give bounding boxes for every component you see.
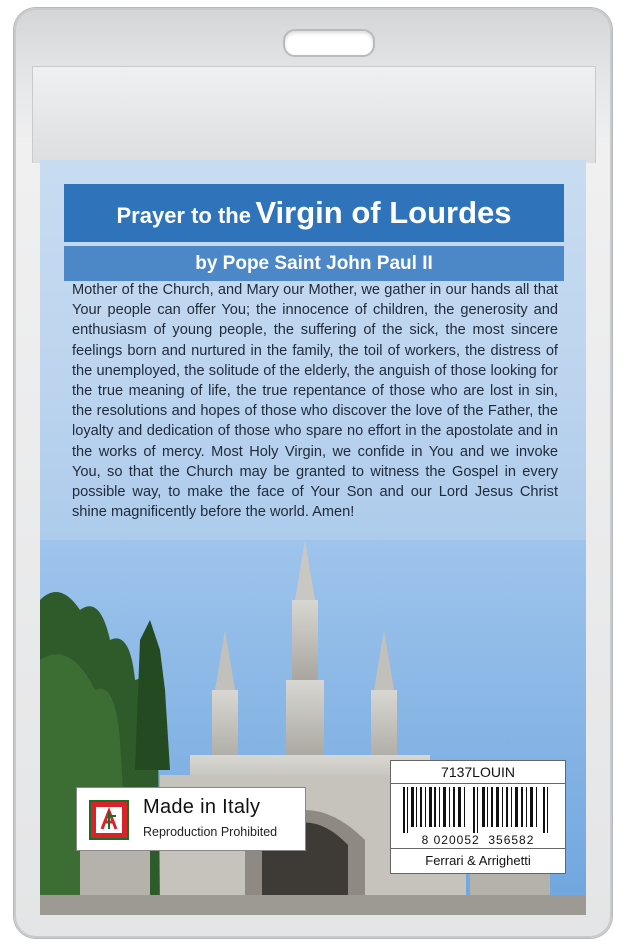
made-in-italy-label	[76, 787, 306, 851]
made-in-italy-text: Made in Italy	[143, 796, 261, 818]
logo-icon	[91, 802, 127, 838]
barcode-digits: 8 020052 356582	[421, 833, 535, 847]
barcode-icon	[403, 787, 553, 833]
hang-hole	[283, 29, 375, 57]
title-prefix: Prayer to the	[116, 203, 251, 228]
subtitle-bar	[64, 246, 564, 281]
subtitle: by Pope Saint John Paul II	[195, 253, 433, 274]
reproduction-prohibited-text: Reproduction Prohibited	[143, 825, 278, 839]
manufacturer-name: Ferrari & Arrighetti	[425, 853, 531, 868]
brand-logo	[89, 800, 129, 840]
prayer-text: Mother of the Church, and Mary our Mother, we gather in our hands all that Your people can offer You; the innocence of children, the generosity and enthusiasm of young people, the suffering of the sick, the most sincere feelings born and nurtured in the family, the toil of workers, the distress of the unemployed, the solitude of the elderly, the anguish of those looking for the true meaning of life, the true repentance of those who are lost in sin, the resolutions and hopes of those who discover the love of the Father, the loyalty and dedication of those who spare no effort in the apostolate and in the works of mercy. Most Holy Virgin, we confide in You and we invoke You, so that the Church may be granted to witness the Gospel in every possible way, to make the face of Your Son and our Lord Jesus Christ shine magnificently before the world. Amen!	[72, 282, 558, 521]
sku-code: 7137LOUIN	[441, 764, 515, 780]
title-main: Virgin of Lourdes	[255, 195, 512, 230]
package-top-band	[32, 66, 596, 163]
title-bar	[64, 184, 564, 242]
prayer-card	[40, 160, 586, 915]
barcode-label	[390, 760, 566, 874]
